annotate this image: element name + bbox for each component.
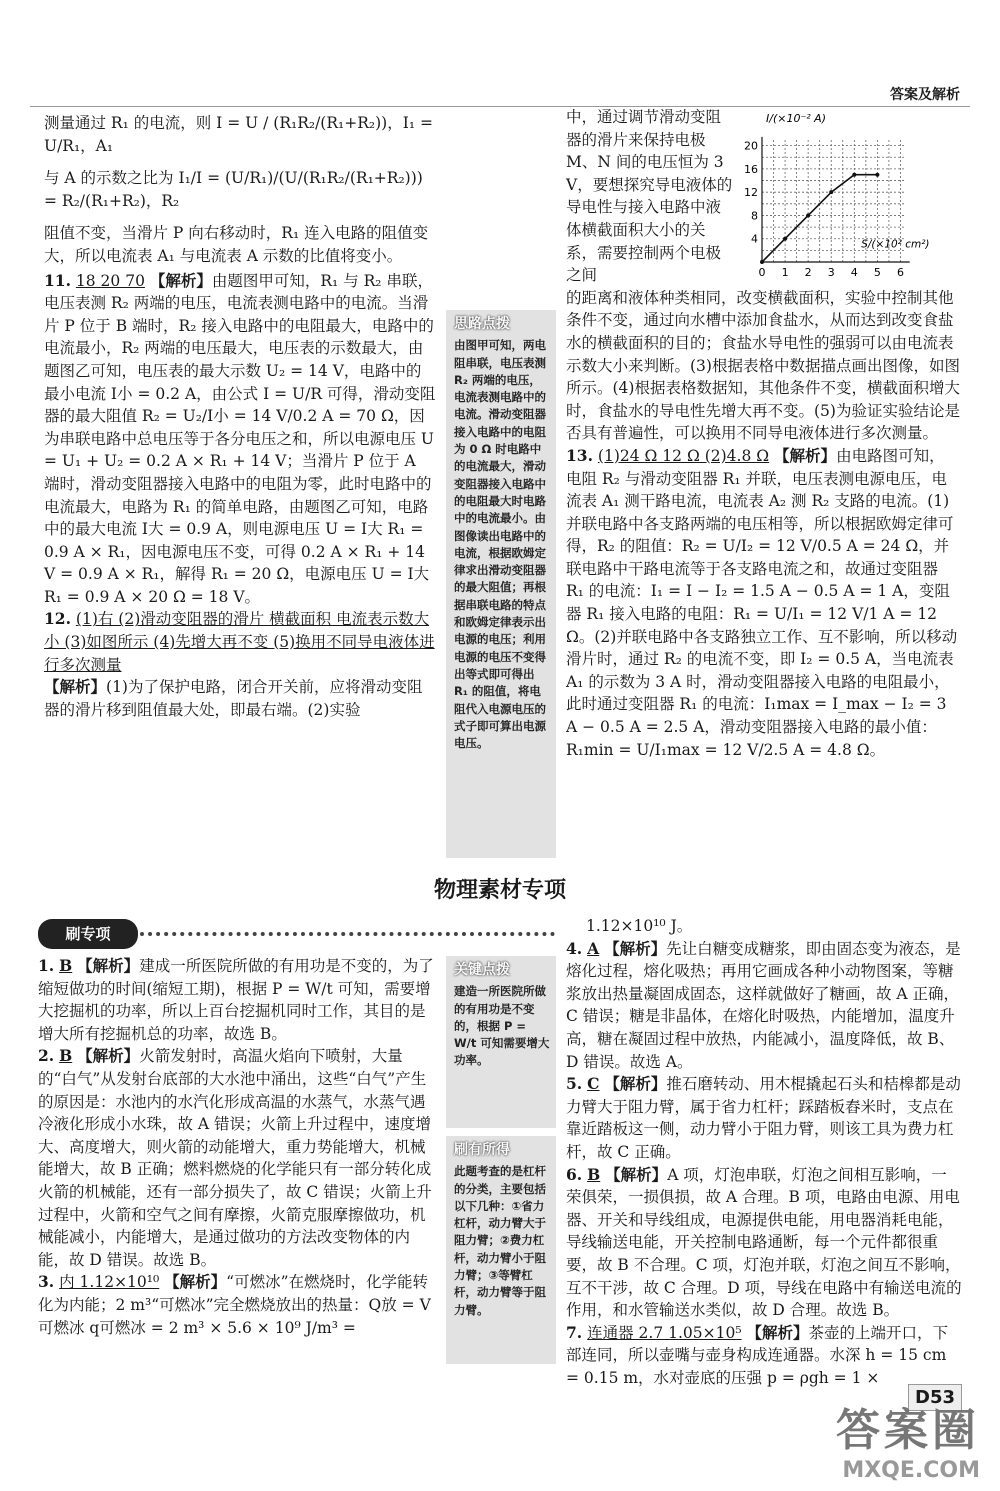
question-number: 4. [566, 938, 583, 958]
analysis-text: 由题图甲可知，R₁ 与 R₂ 串联，电压表测 R₂ 两端的电压，电流表测电路中的电流。当滑片 P 位于 B 端时，R₂ 接入电路中的电阻最大，电路中的电流最小，R₂ 两端的电压最大，电压表的示数最大，由题图乙可知，电压表的最大示数 U₂ = 14 V，电路中的最小电流 I小 = 0.2 A，由公式 I = U/R 可得，滑动变阻器的最大阻值 R₂ = U₂/I小 = 14 V/0.2 A = 70 Ω，因为串联电路中总电压等于各分电压之和，所以电源电压 U = U₁ + U₂ = 0.2 A × R₁ + 14 V；当滑片 P 位于 A 端时，滑动变阻器接入电路中的电阻为零，此时电路中的电流最大，电路为 R₁ 的简单电路，由题图乙可知，电路中的最大电流 I大 = 0.9 A，则电源电压 U = I大 R₁ = 0.9 A × R₁，因电源电压不变，可得 0.2 A × R₁ + 14 V = 0.9 A × R₁，解得 R₁ = 20 Ω，电源电压 U = I大 R₁ = 0.9 A × 20 Ω = 18 V。 [44, 271, 436, 606]
data-point [875, 173, 879, 177]
question-1 [38, 955, 436, 1045]
x-axis-label: S/(×10² cm²) [861, 238, 930, 251]
answer: 连通器 2.7 1.05×10⁵ [587, 1323, 742, 1342]
watermark-logo-text: 答案圈 [836, 1405, 980, 1456]
continued-result: 1.12×10¹⁰ J。 [586, 917, 693, 935]
x-tick-label: 2 [804, 266, 812, 279]
watermark-url: MXQE.COM [842, 1458, 980, 1483]
analysis-tag: 【解析】 [164, 1272, 227, 1292]
question-5 [566, 1073, 962, 1163]
question-number: 5. [566, 1074, 583, 1094]
question-number: 6. [566, 1164, 583, 1184]
analysis-tag: 【解析】 [604, 938, 667, 958]
x-tick-label: 1 [781, 266, 789, 279]
data-point [760, 260, 764, 264]
brush-section-badge: 刷专项 [38, 919, 138, 949]
tip-sidebar-takeaways [446, 1136, 556, 1364]
sidebar-title: 关键点拨 [454, 962, 510, 978]
formula-line-1: 测量通过 R₁ 的电流，则 I = U / (R₁R₂/(R₁+R₂))，I₁ = U/R₁，A₁ [44, 114, 433, 155]
tip-sidebar-key-points [446, 956, 556, 1128]
x-tick-label: 3 [827, 266, 835, 279]
y-tick-label: 16 [744, 162, 758, 176]
y-axis-label: I/(×10⁻² A) [766, 112, 826, 125]
text-beside-graph: 中，通过调节滑动变阻器的滑片来保持电极 M、N 间的电压恒为 3 V，要想探究导电液体的导电性与接入电路中液体横截面积大小的关系，需要控制两个电极之间 [566, 108, 733, 285]
answer: A [587, 938, 600, 958]
y-tick-label: 8 [751, 209, 758, 223]
analysis-tag: 【解析】 [149, 270, 212, 290]
data-point [783, 237, 787, 241]
watermark [836, 1394, 980, 1483]
page-header: 答案及解析 [890, 87, 960, 103]
x-tick-label: 4 [850, 266, 858, 279]
question-7 [566, 1322, 962, 1390]
y-tick-label: 4 [751, 232, 758, 246]
question-4 [566, 938, 962, 1074]
left-top-column [44, 112, 436, 721]
conclusion-line: 阻值不变，当滑片 P 向右移动时，R₁ 连入电路的阻值变大，所以电流表 A₁ 与电流表 A 示数的比值将变小。 [44, 224, 429, 265]
answer: (1)24 Ω 12 Ω (2)4.8 Ω [597, 446, 770, 465]
dotted-divider [140, 932, 555, 936]
question-3 [38, 1271, 436, 1339]
tip-sidebar-reasoning [446, 310, 556, 858]
x-tick-label: 0 [758, 266, 766, 279]
sidebar-text: 建造一所医院所做的有用功是不变的，根据 P = W/t 可知需要增大功率。 [454, 984, 550, 1068]
answer: B [59, 1046, 73, 1066]
sidebar-text: 此题考查的是杠杆的分类，主要包括以下几种：①省力杠杆，动力臂大于阻力臂；②费力杠杆，动力臂小于阻力臂；③等臂杠杆，动力臂等于阻力臂。 [454, 1164, 546, 1317]
analysis-tag: 【解析】 [604, 1074, 667, 1094]
analysis-text: A 项，灯泡串联，灯泡之间相互影响，一荣俱荣，一损俱损，故 A 合理。B 项，电路由电源、用电器、开关和导线组成，电源提供电能，用电器消耗电能，导线输送电能，开关控制电路通断，每一个元件都很重要，故 B 不合理。C 项，灯泡并联，灯泡之间互不影响，互不干涉，故 C 合理。D 项，导线在电路中有输送电流的作用，和水管输送水类似，故 D 合理。故选 B。 [566, 1165, 962, 1320]
question-number: 13. [566, 445, 593, 465]
question-number: 3. [38, 1272, 55, 1292]
x-tick-label: 6 [896, 266, 904, 279]
data-point [829, 190, 833, 194]
experiment-text: 的距离和液体种类相同，改变横截面积，实验中控制其他条件不变，通过向水槽中添加食盐水，从而达到改变食盐水的横截面积的目的；食盐水导电性的强弱可以由电流表示数大小来判断。(3)根据表格中数据描点画出图像，如图所示。(4)根据表格数据知，其他条件不变，横截面积增大时，食盐水的导电性先增大再不变。(5)为验证实验结论是否具有普遍性，可以换用不同导电液体进行多次测量。 [566, 288, 960, 443]
analysis-text: 茶壶的上端开口，下部连同，所以壶嘴与壶身构成连通器。水深 h = 15 cm = 0.15 m，水对壶底的压强 p = ρgh = 1 × [566, 1323, 949, 1387]
analysis-text: 建成一所医院所做的有用功是不变的，为了缩短做功的时间(缩短工期)，根据 P = W/t 可知，需要增大挖掘机的功率，所以上百台挖掘机同时工作，其目的是增大所有挖掘机总的功率，故选 B。 [38, 957, 434, 1043]
question-2 [38, 1045, 436, 1271]
question-11 [44, 270, 436, 609]
answer: C [587, 1074, 600, 1094]
analysis-tag: 【解析】 [77, 1046, 140, 1066]
analysis-text: 火箭发射时，高温火焰向下喷射，大量的“白气”从发射台底部的大水池中涌出，这些“白气”产生的原因是：水池内的水汽化形成高温的水蒸气，水蒸气遇冷液化形成小水珠，故 A 错误；火箭上升过程中，速度增大、高度增大，则火箭的动能增大，重力势能增大，机械能增大，故 B 正确；燃料燃烧的化学能只有一部分转化成火箭的机械能，还有一部分损失了，故 C 错误；火箭上升过程中，火箭和空气之间有摩擦，火箭克服摩擦做功，机械能减小，内能增大，是通过做功的方法改变物体的内能，故 D 错误。故选 B。 [38, 1047, 432, 1269]
question-13 [566, 445, 960, 761]
data-point [852, 173, 856, 177]
answer: B [587, 1164, 601, 1184]
analysis-tag: 【解析】 [605, 1164, 668, 1184]
answer: B [59, 956, 73, 975]
bottom-right-column [566, 915, 962, 1389]
data-point [806, 213, 810, 217]
question-6 [566, 1164, 962, 1322]
analysis-tag: 【解析】 [774, 445, 837, 465]
question-number: 1. [38, 956, 55, 975]
analysis-text: 由电路图可知，电阻 R₂ 与滑动变阻器 R₁ 并联，电压表测电源电压，电流表 A₁ 测干路电流，电流表 A₂ 测 R₂ 支路的电流。(1)并联电路中各支路两端的电压相等，所以根据欧姆定律可得，R₂ 的阻值：R₂ = U/I₂ = 12 V/0.5 A = 24 Ω，并联电路中干路电流等于各支路电流之和，故通过变阻器 R₁ 的电流：I₁ = I − I₂ = 1.5 A − 0.5 A = 1 A，变阻器 R₁ 接入电路的电阻：R₁ = U/I₁ = 12 V/1 A = 12 Ω。(2)并联电路中各支路独立工作、互不影响，所以移动滑片时，通过 R₂ 的电流不变，即 I₂ = 0.5 A，当电流表 A₁ 的示数为 3 A 时，滑动变阻器接入电路的电阻最小，此时通过变阻器 R₁ 的电流：I₁max = I_max − I₂ = 3 A − 0.5 A = 2.5 A，滑动变阻器接入电路的最小值：R₁min = U/I₁max = 12 V/2.5 A = 4.8 Ω。 [566, 446, 958, 759]
answer: 18 20 70 [75, 271, 145, 290]
y-tick-label: 20 [744, 139, 758, 153]
analysis-text: “可燃冰”在燃烧时，化学能转化为内能；2 m³“可燃冰”完全燃烧放出的热量：Q放 = V可燃冰 q可燃冰 = 2 m³ × 5.6 × 10⁹ J/m³ = [38, 1273, 431, 1337]
sidebar-title: 思路点拨 [454, 316, 510, 332]
question-number: 11. [44, 270, 71, 290]
bottom-left-column [38, 955, 436, 1339]
question-number: 2. [38, 1046, 55, 1066]
analysis-tag: 【解析】 [44, 677, 107, 697]
question-number: 7. [566, 1322, 583, 1342]
sidebar-title: 刷有所得 [454, 1142, 510, 1158]
formula-line-2: 与 A 的示数之比为 I₁/I = (U/R₁)/(U/(R₁R₂/(R₁+R₂))) = R₂/(R₁+R₂)，R₂ [44, 169, 423, 210]
section-title: 物理素材专项 [433, 878, 566, 903]
page-number: D53 [908, 1384, 962, 1411]
analysis-text: (1)为了保护电路，闭合开关前，应将滑动变阻器的滑片移到阻值最大处，即最右端。(2)实验 [44, 678, 423, 719]
question-number: 12. [44, 609, 71, 629]
sidebar-text: 由图甲可知，两电阻串联，电压表测 R₂ 两端的电压，电流表测电路中的电流。滑动变阻器接入电路中的电阻为 0 Ω 时电路中的电流最大，滑动变阻器接入电路中的电阻最大时电路中的电流最小。由图像读出电路中的电流，根据欧姆定律求出滑动变阻器的最大阻值；再根据串联电路的特点和欧姆定律表示出电源的电压；利用电源的电压不变得出等式即可得出 R₁ 的阻值，将电阻代入电源电压的式子即可算出电源电压。 [454, 338, 546, 751]
analysis-text: 推石磨转动、用木棍撬起石头和桔槔都是动力臂大于阻力臂，属于省力杠杆；踩踏板舂米时，支点在靠近踏板这一侧，动力臂小于阻力臂，则该工具为费力杠杆，故 C 正确。 [566, 1075, 961, 1161]
analysis-tag: 【解析】 [746, 1322, 809, 1342]
question-12 [44, 608, 436, 721]
y-tick-label: 12 [744, 186, 758, 200]
answer: 内 1.12×10¹⁰ [59, 1273, 160, 1292]
analysis-tag: 【解析】 [77, 956, 140, 975]
x-tick-label: 5 [873, 266, 881, 279]
current-area-chart [740, 112, 962, 280]
answer: (1)右 (2)滑动变阻器的滑片 横截面积 电流表示数大小 (3)如图所示 (4)先增大再不变 (5)换用不同导电液体进行多次测量 [44, 610, 435, 674]
analysis-text: 先让白糖变成糖浆，即由固态变为液态，是熔化过程，熔化吸热；再用它画成各种小动物图案，等糖浆放出热量凝固成固态，这样就做好了糖画，故 A 正确，C 错误；糖是非晶体，在熔化时吸热，内能增加，温度升高，糖在凝固过程中放热，内能减小，温度降低，故 B、D 错误。故选 A。 [566, 939, 961, 1071]
